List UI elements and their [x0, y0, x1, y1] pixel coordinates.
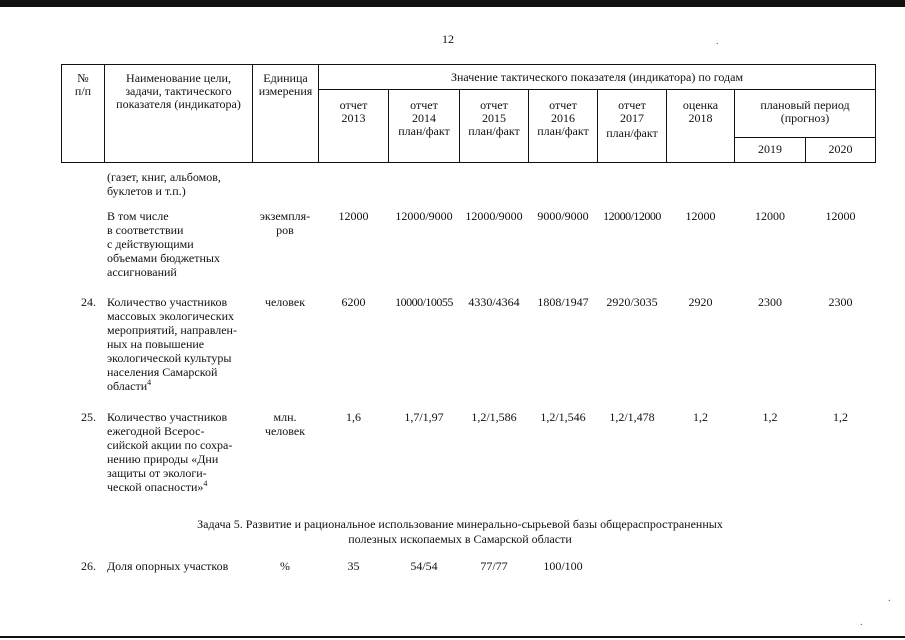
cell-value: 12000 — [755, 209, 785, 223]
header-year-2020: 2020 — [828, 142, 853, 156]
cell-value: 12000/12000 — [603, 209, 661, 223]
header-value-group: Значение тактического показателя (индикатора) по годам — [450, 70, 744, 84]
cell-value: 2300 — [758, 295, 782, 309]
cell-value: 1,2/1,478 — [609, 410, 655, 424]
row-unit: человек — [264, 295, 306, 309]
row-unit: млн. человек — [264, 410, 306, 438]
scan-speck: . — [860, 617, 863, 628]
cell-value: 1,2 — [693, 410, 708, 424]
cell-value: 54/54 — [410, 559, 438, 573]
header-num: № п/п — [74, 71, 92, 98]
header-year-2018: оценка 2018 — [682, 98, 719, 125]
cell-value: 1,2/1,546 — [540, 410, 586, 424]
row-number: 25. — [81, 410, 96, 424]
row-name: (газет, книг, альбомов, буклетов и т.п.) — [107, 170, 221, 198]
cell-value: 77/77 — [480, 559, 508, 573]
cell-value: 2920/3035 — [606, 295, 658, 309]
top-border — [0, 0, 905, 7]
cell-value: 12000/9000 — [465, 209, 523, 223]
cell-value: 12000/9000 — [395, 209, 453, 223]
cell-value: 100/100 — [543, 559, 583, 573]
row-number: 26. — [81, 559, 96, 573]
row-unit: экземпля- ров — [259, 209, 311, 237]
cell-value: 2300 — [828, 295, 853, 309]
header-year-2019: 2019 — [758, 142, 782, 156]
cell-value: 1,2/1,586 — [471, 410, 517, 424]
row-name: Количество участников ежегодной Всерос- сийской акции по сохра- нению природы «Дни защиты от экологи- ческой опасности»$^4$ — [107, 410, 233, 494]
cell-value: 10000/10055 — [395, 295, 453, 309]
header-year-2013: отчет 2013 — [339, 98, 368, 125]
row-name: Количество участников массовых экологических мероприятий, направлен- ных на повышение экологической культуры населения Самарской области$^4$ — [107, 295, 237, 393]
cell-value: 2920 — [688, 295, 713, 309]
scan-speck: . — [888, 593, 891, 604]
cell-value: 1,2 — [762, 410, 778, 424]
cell-value: 1,2 — [833, 410, 848, 424]
header-year-2015: отчет 2015 план/факт — [468, 98, 520, 138]
cell-value: 35 — [347, 559, 360, 573]
bottom-border — [0, 636, 905, 638]
header-year-2014: отчет 2014 план/факт — [398, 98, 450, 138]
cell-value: 12000 — [338, 209, 369, 223]
header-year-2017: отчет 2017 план/факт — [606, 98, 658, 140]
scan-speck: . — [716, 36, 719, 47]
cell-value: 12000 — [685, 209, 716, 223]
row-name: Доля опорных участков — [107, 559, 229, 573]
task-heading: Задача 5. Развитие и рациональное использование минерально-сырьевой базы общераспространенных полезных ископаемых в Самарской области — [197, 517, 723, 546]
header-plan-period: плановый период (прогноз) — [760, 98, 850, 125]
page-number: 12 — [442, 32, 454, 46]
row-unit: % — [280, 559, 290, 573]
cell-value: 4330/4364 — [468, 295, 520, 309]
row-number: 24. — [81, 295, 96, 309]
cell-value: 1,6 — [346, 410, 361, 424]
cell-value: 12000 — [825, 209, 856, 223]
header-name: Наименование цели, задачи, тактического показателя (индикатора) — [116, 71, 241, 111]
row-name: В том числе в соответствии с действующими объемами бюджетных ассигнований — [107, 209, 220, 279]
header-year-2016: отчет 2016 план/факт — [537, 98, 589, 138]
cell-value: 6200 — [341, 295, 366, 309]
cell-value: 1808/1947 — [537, 295, 589, 309]
header-unit: Единица измерения — [258, 71, 313, 98]
cell-value: 1,7/1,97 — [404, 410, 444, 424]
cell-value: 9000/9000 — [537, 209, 589, 223]
